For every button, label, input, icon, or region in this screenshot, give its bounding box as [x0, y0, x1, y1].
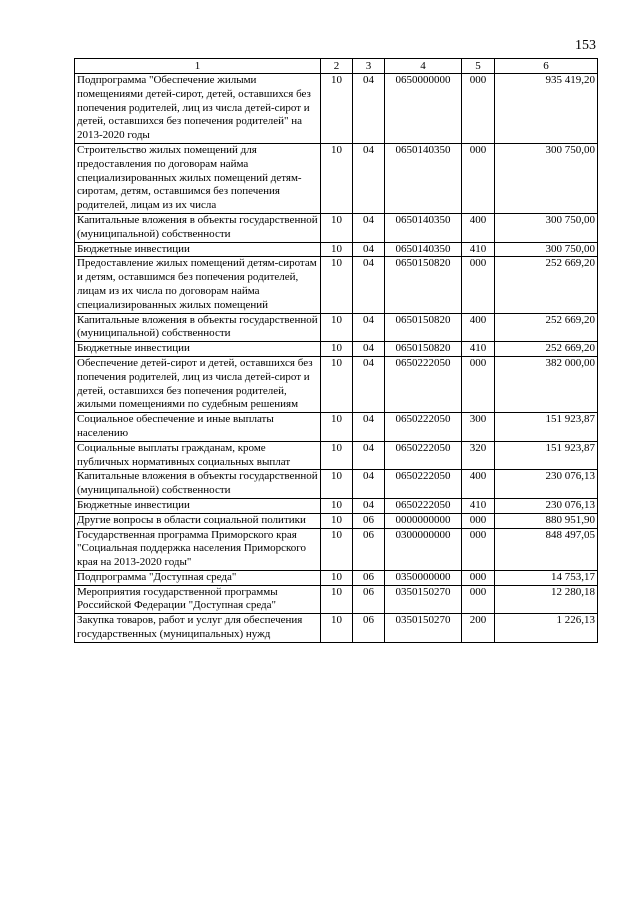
- section-code-cell: 10: [321, 413, 353, 442]
- column-header: 3: [353, 59, 385, 74]
- section-code-cell: 10: [321, 585, 353, 614]
- expense-type-cell: 000: [462, 570, 495, 585]
- column-header: 6: [495, 59, 598, 74]
- target-article-cell: 0650222050: [385, 413, 462, 442]
- subsection-code-cell: 04: [353, 470, 385, 499]
- subsection-code-cell: 04: [353, 356, 385, 412]
- section-code-cell: 10: [321, 441, 353, 470]
- table-row: [75, 356, 598, 412]
- item-name-cell: Бюджетные инвестиции: [75, 498, 321, 513]
- target-article-cell: 0650150820: [385, 342, 462, 357]
- target-article-cell: 0650140350: [385, 213, 462, 242]
- item-name-cell: Социальные выплаты гражданам, кроме публичных нормативных социальных выплат: [75, 441, 321, 470]
- table-row: [75, 143, 598, 213]
- item-name-cell: Другие вопросы в области социальной политики: [75, 513, 321, 528]
- subsection-code-cell: 04: [353, 413, 385, 442]
- item-name-cell: Капитальные вложения в объекты государственной (муниципальной) собственности: [75, 470, 321, 499]
- item-name-cell: Обеспечение детей-сирот и детей, оставшихся без попечения родителей, лиц из числа детей-сирот и детей, оставшихся без попечения родителей, жилыми помещениями по судебным решениям: [75, 356, 321, 412]
- expense-type-cell: 000: [462, 528, 495, 570]
- expense-type-cell: 000: [462, 74, 495, 144]
- target-article-cell: 0650140350: [385, 143, 462, 213]
- section-code-cell: 10: [321, 470, 353, 499]
- table-row: [75, 242, 598, 257]
- column-header: 4: [385, 59, 462, 74]
- subsection-code-cell: 04: [353, 498, 385, 513]
- table-row: [75, 513, 598, 528]
- item-name-cell: Капитальные вложения в объекты государственной (муниципальной) собственности: [75, 213, 321, 242]
- table-row: [75, 470, 598, 499]
- table-body: [75, 74, 598, 643]
- target-article-cell: 0350150270: [385, 585, 462, 614]
- expense-type-cell: 410: [462, 342, 495, 357]
- subsection-code-cell: 04: [353, 143, 385, 213]
- table-row: [75, 441, 598, 470]
- amount-cell: 252 669,20: [495, 313, 598, 342]
- subsection-code-cell: 06: [353, 513, 385, 528]
- amount-cell: 151 923,87: [495, 441, 598, 470]
- expense-type-cell: 410: [462, 242, 495, 257]
- section-code-cell: 10: [321, 570, 353, 585]
- table-row: [75, 570, 598, 585]
- section-code-cell: 10: [321, 513, 353, 528]
- table-row: [75, 413, 598, 442]
- subsection-code-cell: 04: [353, 242, 385, 257]
- section-code-cell: 10: [321, 313, 353, 342]
- table-row: [75, 313, 598, 342]
- expense-type-cell: 000: [462, 257, 495, 313]
- target-article-cell: 0650222050: [385, 441, 462, 470]
- subsection-code-cell: 04: [353, 441, 385, 470]
- item-name-cell: Социальное обеспечение и иные выплаты населению: [75, 413, 321, 442]
- section-code-cell: 10: [321, 528, 353, 570]
- table-row: [75, 213, 598, 242]
- target-article-cell: 0350000000: [385, 570, 462, 585]
- amount-cell: 880 951,90: [495, 513, 598, 528]
- section-code-cell: 10: [321, 498, 353, 513]
- amount-cell: 12 280,18: [495, 585, 598, 614]
- section-code-cell: 10: [321, 342, 353, 357]
- table-row: [75, 74, 598, 144]
- subsection-code-cell: 04: [353, 74, 385, 144]
- amount-cell: 300 750,00: [495, 143, 598, 213]
- amount-cell: 14 753,17: [495, 570, 598, 585]
- amount-cell: 935 419,20: [495, 74, 598, 144]
- subsection-code-cell: 04: [353, 257, 385, 313]
- table-header-row: [75, 59, 598, 74]
- page-number: 153: [575, 38, 596, 53]
- item-name-cell: Подпрограмма "Обеспечение жилыми помещениями детей-сирот, детей, оставшихся без попечения родителей, лиц из числа детей-сирот и детей, оставшихся без попечения родителей" на 2013-2020 годы: [75, 74, 321, 144]
- subsection-code-cell: 06: [353, 614, 385, 643]
- section-code-cell: 10: [321, 356, 353, 412]
- expense-type-cell: 400: [462, 313, 495, 342]
- item-name-cell: Капитальные вложения в объекты государственной (муниципальной) собственности: [75, 313, 321, 342]
- target-article-cell: 0000000000: [385, 513, 462, 528]
- section-code-cell: 10: [321, 74, 353, 144]
- amount-cell: 252 669,20: [495, 342, 598, 357]
- expense-type-cell: 320: [462, 441, 495, 470]
- amount-cell: 230 076,13: [495, 498, 598, 513]
- amount-cell: 300 750,00: [495, 242, 598, 257]
- amount-cell: 382 000,00: [495, 356, 598, 412]
- amount-cell: 848 497,05: [495, 528, 598, 570]
- item-name-cell: Государственная программа Приморского края "Социальная поддержка населения Приморского края на 2013-2020 годы": [75, 528, 321, 570]
- expense-type-cell: 200: [462, 614, 495, 643]
- target-article-cell: 0650150820: [385, 257, 462, 313]
- item-name-cell: Мероприятия государственной программы Российской Федерации "Доступная среда": [75, 585, 321, 614]
- expense-type-cell: 400: [462, 470, 495, 499]
- item-name-cell: Предоставление жилых помещений детям-сиротам и детям, оставшимся без попечения родителей, лицам из их числа по договорам найма специализированных жилых помещений: [75, 257, 321, 313]
- table-row: [75, 342, 598, 357]
- item-name-cell: Закупка товаров, работ и услуг для обеспечения государственных (муниципальных) нужд: [75, 614, 321, 643]
- subsection-code-cell: 04: [353, 342, 385, 357]
- expense-type-cell: 000: [462, 356, 495, 412]
- section-code-cell: 10: [321, 143, 353, 213]
- table-row: [75, 528, 598, 570]
- target-article-cell: 0650222050: [385, 356, 462, 412]
- expense-type-cell: 000: [462, 143, 495, 213]
- subsection-code-cell: 04: [353, 313, 385, 342]
- column-header: 5: [462, 59, 495, 74]
- column-header: 1: [75, 59, 321, 74]
- table-row: [75, 498, 598, 513]
- budget-table: [74, 58, 598, 643]
- target-article-cell: 0650140350: [385, 242, 462, 257]
- subsection-code-cell: 06: [353, 585, 385, 614]
- target-article-cell: 0650222050: [385, 498, 462, 513]
- item-name-cell: Бюджетные инвестиции: [75, 342, 321, 357]
- subsection-code-cell: 06: [353, 528, 385, 570]
- amount-cell: 300 750,00: [495, 213, 598, 242]
- amount-cell: 1 226,13: [495, 614, 598, 643]
- target-article-cell: 0300000000: [385, 528, 462, 570]
- column-header: 2: [321, 59, 353, 74]
- subsection-code-cell: 06: [353, 570, 385, 585]
- table-row: [75, 257, 598, 313]
- section-code-cell: 10: [321, 614, 353, 643]
- item-name-cell: Подпрограмма "Доступная среда": [75, 570, 321, 585]
- item-name-cell: Строительство жилых помещений для предоставления по договорам найма специализированных жилых помещений детям-сиротам, детям, оставшимся без попечения родителей, лицам из их числа: [75, 143, 321, 213]
- target-article-cell: 0350150270: [385, 614, 462, 643]
- target-article-cell: 0650222050: [385, 470, 462, 499]
- section-code-cell: 10: [321, 257, 353, 313]
- expense-type-cell: 000: [462, 513, 495, 528]
- expense-type-cell: 300: [462, 413, 495, 442]
- section-code-cell: 10: [321, 242, 353, 257]
- table-row: [75, 585, 598, 614]
- expense-type-cell: 410: [462, 498, 495, 513]
- table-row: [75, 614, 598, 643]
- expense-type-cell: 000: [462, 585, 495, 614]
- item-name-cell: Бюджетные инвестиции: [75, 242, 321, 257]
- amount-cell: 151 923,87: [495, 413, 598, 442]
- expense-type-cell: 400: [462, 213, 495, 242]
- target-article-cell: 0650150820: [385, 313, 462, 342]
- section-code-cell: 10: [321, 213, 353, 242]
- target-article-cell: 0650000000: [385, 74, 462, 144]
- subsection-code-cell: 04: [353, 213, 385, 242]
- amount-cell: 252 669,20: [495, 257, 598, 313]
- amount-cell: 230 076,13: [495, 470, 598, 499]
